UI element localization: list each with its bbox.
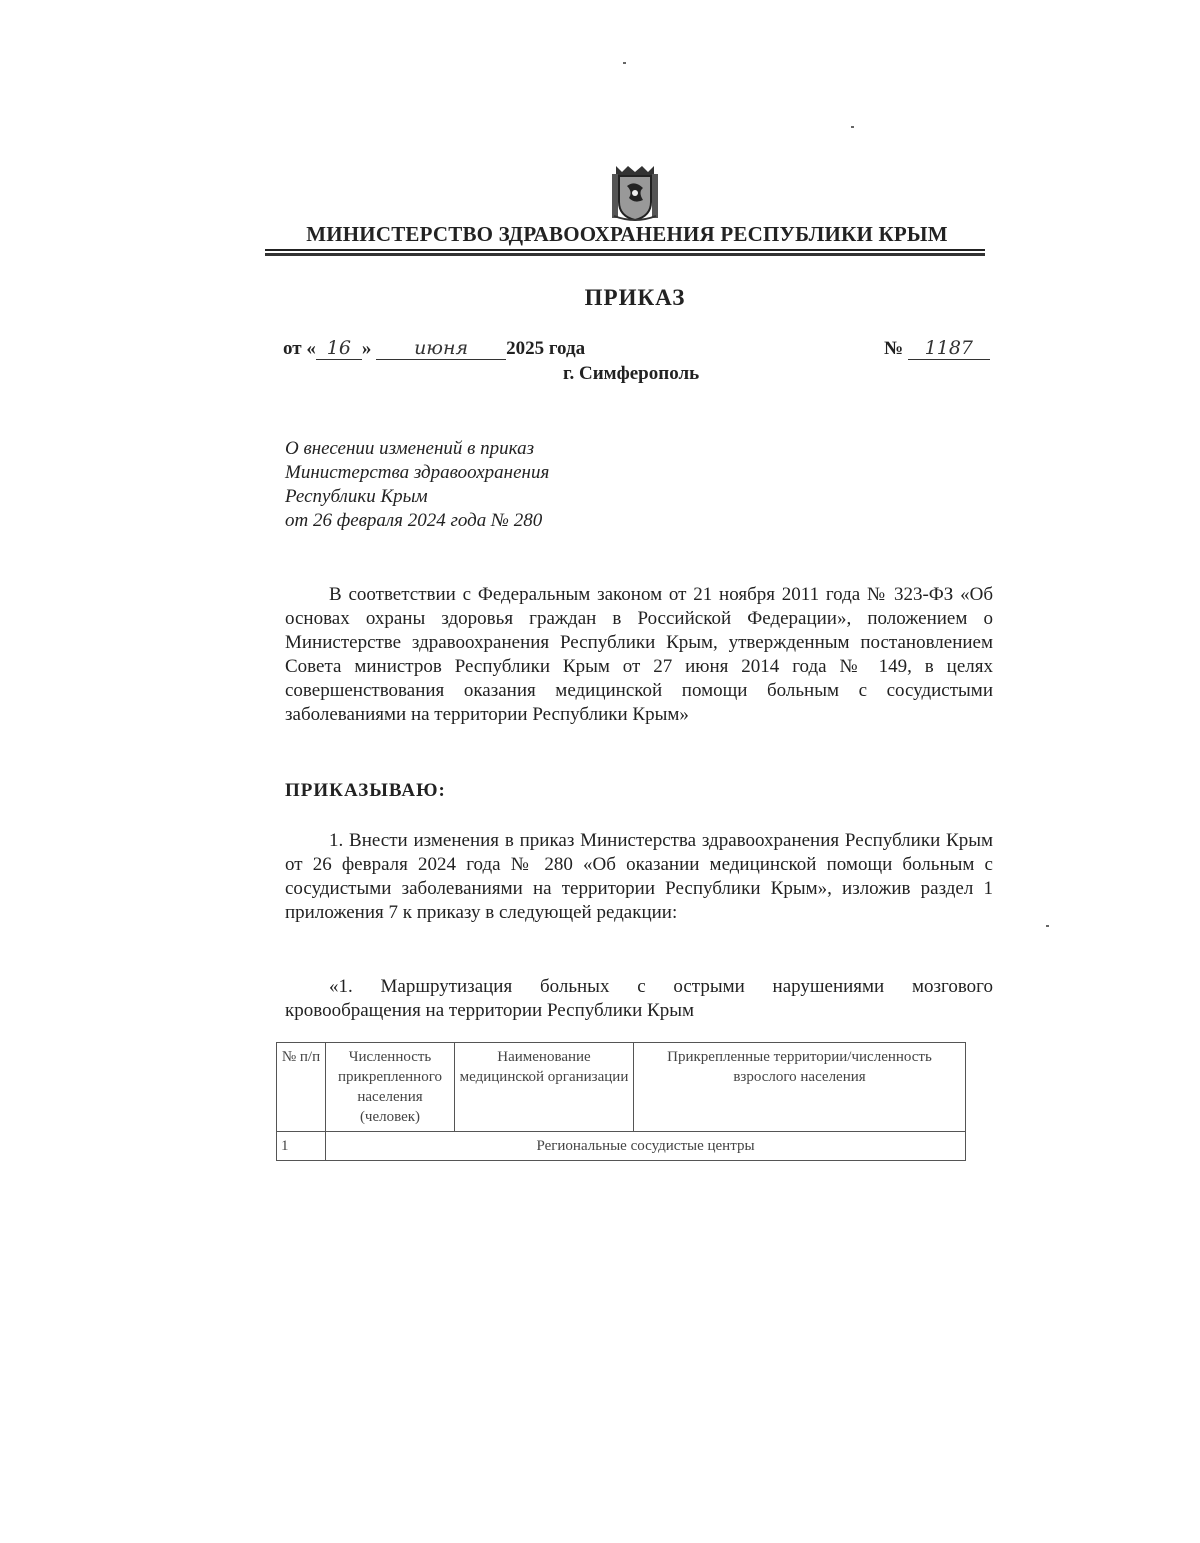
table-header-cell: № п/п: [277, 1043, 326, 1132]
header-rule: [265, 253, 985, 256]
scan-speck: [851, 126, 854, 128]
date-month: июня: [376, 337, 506, 360]
table-header-row: [277, 1043, 966, 1132]
table-cell-span: Региональные сосудистые центры: [326, 1132, 966, 1161]
date-prefix: от «: [283, 338, 316, 359]
subject-line: Республики Крым: [285, 486, 428, 507]
order-number: [884, 337, 990, 360]
scan-speck: [623, 62, 626, 64]
table-cell-num: 1: [277, 1132, 326, 1161]
order-date: [283, 337, 585, 360]
order-subject: [285, 437, 549, 533]
preamble-paragraph: В соответствии с Федеральным законом от 21 ноября 2011 года № 323-ФЗ «Об основах охраны здоровья граждан в Российской Федерации», положением о Министерстве здравоохранения Республики Крым, утвержденным постановлением Совета министров Республики Крым от 27 июня 2014 года № 149, в целях совершенствования оказания медицинской помощи больным с сосудистыми заболеваниями на территории Республики Крым»: [285, 584, 993, 725]
routing-table: [276, 1042, 966, 1161]
order-word: ПРИКАЗЫВАЮ:: [285, 780, 446, 801]
crimea-coat-of-arms-icon: [610, 162, 660, 222]
scan-speck: [1046, 925, 1049, 927]
header-rule: [265, 249, 985, 251]
table-header-cell: Наименование медицинской организации: [455, 1043, 634, 1132]
order-city: г. Симферополь: [563, 363, 700, 384]
number-value: 1187: [908, 337, 990, 360]
quote-paragraph: «1. Маршрутизация больных с острыми нарушениями мозгового кровообращения на территории Республики Крым: [285, 976, 993, 1021]
subject-line: О внесении изменений в приказ: [285, 438, 534, 459]
number-label: №: [884, 338, 904, 359]
table-header-cell: Прикрепленные территории/численность взрослого населения: [634, 1043, 966, 1132]
date-day: 16: [316, 337, 362, 360]
subject-line: Министерства здравоохранения: [285, 462, 550, 483]
date-year: 2025 года: [506, 338, 586, 359]
item-1-paragraph: 1. Внести изменения в приказ Министерства здравоохранения Республики Крым от 26 февраля 2024 года № 280 «Об оказании медицинской помощи больным с сосудистыми заболеваниями на территории Республики Крым», изложив раздел 1 приложения 7 к приказу в следующей редакции:: [285, 830, 993, 923]
table-header-cell: Численность прикрепленного населения (человек): [326, 1043, 455, 1132]
subject-line: от 26 февраля 2024 года № 280: [285, 510, 543, 531]
ministry-name: МИНИСТЕРСТВО ЗДРАВООХРАНЕНИЯ РЕСПУБЛИКИ КРЫМ: [306, 222, 948, 246]
document-title: ПРИКАЗ: [584, 285, 686, 310]
table-row: [277, 1132, 966, 1161]
date-mid: »: [361, 338, 372, 359]
